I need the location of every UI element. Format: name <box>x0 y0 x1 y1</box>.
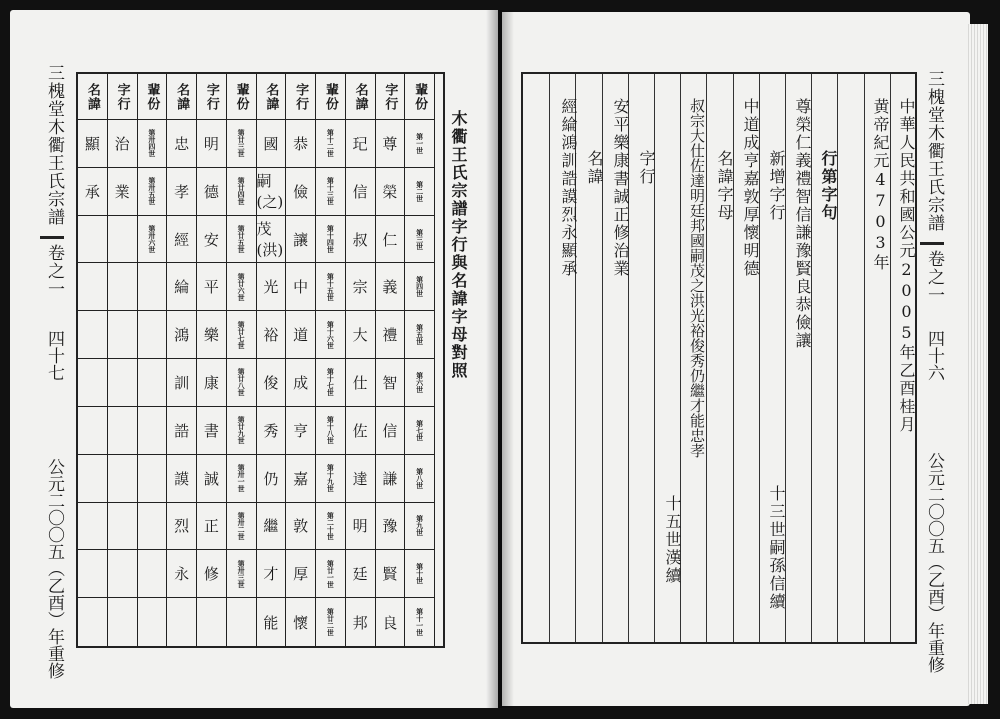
table-cell <box>257 598 287 646</box>
table-header-label: 字行 <box>293 82 309 111</box>
table-cell <box>316 550 346 598</box>
table-cell <box>316 216 346 264</box>
right-page-number: 四十六 <box>924 330 944 381</box>
table-header-label: 輩份 <box>322 82 338 111</box>
table-cell <box>138 168 168 216</box>
table-cell <box>346 263 376 311</box>
zihang-char: 康 <box>203 373 219 392</box>
table-cell <box>227 168 257 216</box>
table-cell <box>78 120 108 168</box>
left-title-rule <box>40 236 64 239</box>
minghui-char: 秀 <box>263 421 279 440</box>
minghui-char: 明 <box>352 517 368 536</box>
table-cell <box>138 503 168 551</box>
minghui-char: 孝 <box>174 182 190 201</box>
left-page-number: 四十七 <box>44 330 64 381</box>
zihang-char: 成 <box>293 373 309 392</box>
zihang-char: 懷 <box>293 613 309 632</box>
table-cell <box>78 263 108 311</box>
table-cell <box>197 120 227 168</box>
minghui-char: 綸 <box>174 278 190 297</box>
table-cell <box>227 455 257 503</box>
table-cell <box>227 120 257 168</box>
minghui-char: 國 <box>263 134 279 153</box>
table-cell <box>405 455 435 503</box>
table-header-cell <box>138 74 168 120</box>
generation-label: 第卅六世 <box>147 225 157 254</box>
zihang-char: 書 <box>203 421 219 440</box>
table-cell <box>78 503 108 551</box>
zihang-char: 謙 <box>382 469 398 488</box>
table-header-label: 字行 <box>203 82 219 111</box>
date-prc: 中華人民共和國公元2005年乙酉桂月 <box>897 98 916 434</box>
table-cell <box>78 407 108 455</box>
table-cell <box>257 455 287 503</box>
label-minghui: 名諱 <box>585 150 604 186</box>
minghui-char: 能 <box>263 613 279 632</box>
table-cell <box>108 503 138 551</box>
zihang-char: 儉 <box>293 182 309 201</box>
minghui-char: 誥 <box>174 421 190 440</box>
table-cell <box>405 168 435 216</box>
minghui-char: 訓 <box>174 373 190 392</box>
table-cell <box>316 359 346 407</box>
table-cell <box>376 503 406 551</box>
table-cell <box>167 216 197 264</box>
zihang-char: 治 <box>114 134 130 153</box>
table-cell <box>316 407 346 455</box>
zihang-char: 豫 <box>382 517 398 536</box>
table-cell <box>167 407 197 455</box>
table-cell <box>138 407 168 455</box>
table-header-label: 輩份 <box>412 82 428 111</box>
minghui-char: 仍 <box>263 469 279 488</box>
generation-label: 第一世 <box>415 132 425 154</box>
table-cell <box>138 359 168 407</box>
table-cell <box>286 598 316 646</box>
right-title-rule <box>920 242 944 245</box>
table-cell <box>286 120 316 168</box>
date-huangdi: 黄帝紀元4703年 <box>871 98 890 272</box>
generation-label: 第卅四世 <box>147 129 157 158</box>
label-minghui-zimu: 名諱字母 <box>715 150 734 222</box>
zihang-char: 賢 <box>382 565 398 584</box>
spine-shadow-left <box>486 10 500 708</box>
generation-label: 第卅二世 <box>237 511 247 540</box>
generation-label: 第廿四世 <box>237 177 247 206</box>
table-cell <box>376 598 406 646</box>
minghui-char: 謨 <box>174 469 190 488</box>
generation-label: 第七世 <box>415 419 425 441</box>
generation-label: 第廿七世 <box>237 320 247 349</box>
table-header-cell <box>286 74 316 120</box>
minghui-char: 叔 <box>352 230 368 249</box>
table-cell <box>286 216 316 264</box>
generation-label: 第十一世 <box>415 608 425 637</box>
table-cell <box>138 550 168 598</box>
label-zihang: 字行 <box>637 150 656 186</box>
generation-label: 第十六世 <box>326 320 336 349</box>
table-cell <box>108 455 138 503</box>
table-cell <box>138 263 168 311</box>
table-cell <box>405 359 435 407</box>
table-cell <box>227 263 257 311</box>
left-edition: 公元二〇〇五（乙酉）年重修 <box>44 458 64 679</box>
table-cell <box>346 503 376 551</box>
minghui-char: 俊 <box>263 373 279 392</box>
table-cell <box>78 216 108 264</box>
table-cell <box>197 550 227 598</box>
table-cell <box>108 407 138 455</box>
table-cell <box>197 598 227 646</box>
minghui-char: 茂(洪) <box>256 220 284 260</box>
table-header-cell <box>78 74 108 120</box>
minghui-char: 大 <box>352 326 368 345</box>
generation-label: 第卅一世 <box>237 464 247 493</box>
table-header-cell <box>227 74 257 120</box>
table-header-cell <box>376 74 406 120</box>
zihang-char: 道 <box>293 326 309 345</box>
table-cell <box>316 598 346 646</box>
generation-label: 第三世 <box>415 228 425 250</box>
generation-label: 第八世 <box>415 467 425 489</box>
table-cell <box>108 168 138 216</box>
table-cell <box>346 168 376 216</box>
table-cell <box>227 407 257 455</box>
generation-label: 第二世 <box>415 180 425 202</box>
zihang-char: 禮 <box>382 326 398 345</box>
table-cell <box>316 120 346 168</box>
table-cell <box>376 455 406 503</box>
table-cell <box>346 120 376 168</box>
table-cell <box>227 550 257 598</box>
zihang-char: 義 <box>382 278 398 297</box>
table-cell <box>286 359 316 407</box>
generation-label: 第廿六世 <box>237 272 247 301</box>
generation-label: 第廿八世 <box>237 368 247 397</box>
table-header-label: 名諱 <box>263 82 279 111</box>
table-cell <box>405 550 435 598</box>
zihang-main: 尊榮仁義禮智信謙豫賢良恭儉讓 <box>793 98 812 350</box>
table-title: 木衢王氏宗譜字行與名諱字母對照 <box>449 110 468 380</box>
zihang-new: 中道成亨嘉敦厚懷明德 <box>741 98 760 278</box>
zihang-char: 信 <box>382 421 398 440</box>
zihang-char: 誠 <box>203 469 219 488</box>
table-cell <box>197 359 227 407</box>
table-cell <box>257 407 287 455</box>
generation-label: 第卅五世 <box>147 177 157 206</box>
table-cell <box>227 598 257 646</box>
signature-15th: 十五世漢續 <box>663 495 682 585</box>
table-cell <box>167 263 197 311</box>
table-cell <box>138 598 168 646</box>
generation-label: 第十五世 <box>326 272 336 301</box>
minghui-char: 宗 <box>352 278 368 297</box>
table-cell <box>286 168 316 216</box>
table-cell <box>138 216 168 264</box>
table-cell <box>376 168 406 216</box>
label-zihang-ju: 行第字句 <box>819 150 838 222</box>
table-cell <box>376 359 406 407</box>
generation-label: 第卅三世 <box>237 559 247 588</box>
table-header-label: 名諱 <box>174 82 190 111</box>
minghui-char: 廷 <box>352 565 368 584</box>
table-cell <box>227 503 257 551</box>
table-cell <box>346 311 376 359</box>
table-cell <box>257 168 287 216</box>
table-cell <box>108 598 138 646</box>
table-cell <box>78 455 108 503</box>
zihang-char: 亨 <box>293 421 309 440</box>
minghui-char: 才 <box>263 565 279 584</box>
minghui-char: 承 <box>84 182 100 201</box>
table-cell <box>227 311 257 359</box>
table-header-cell <box>346 74 376 120</box>
right-edition: 公元二〇〇五（乙酉）年重修 <box>924 452 944 673</box>
table-cell <box>167 503 197 551</box>
zihang-char: 業 <box>114 182 130 201</box>
spine-shadow-right <box>500 10 514 708</box>
right-volume: 卷之一 <box>924 250 944 304</box>
minghui-char: 玘 <box>352 134 368 153</box>
minghui-char: 繼 <box>263 517 279 536</box>
table-cell <box>376 216 406 264</box>
generation-label: 第十九世 <box>326 464 336 493</box>
table-cell <box>78 598 108 646</box>
table-cell <box>346 550 376 598</box>
table-cell <box>197 407 227 455</box>
table-cell <box>167 168 197 216</box>
minghui-char: 經 <box>174 230 190 249</box>
generation-label: 第十世 <box>415 563 425 585</box>
table-cell <box>108 120 138 168</box>
minghui-char: 忠 <box>174 134 190 153</box>
zihang-char: 讓 <box>293 230 309 249</box>
table-cell <box>138 311 168 359</box>
table-cell <box>257 120 287 168</box>
table-cell <box>197 216 227 264</box>
table-cell <box>108 550 138 598</box>
table-header-label: 輩份 <box>144 82 160 111</box>
table-cell <box>257 216 287 264</box>
table-cell <box>376 120 406 168</box>
table-cell <box>405 598 435 646</box>
table-cell <box>346 598 376 646</box>
minghui-main: 叔宗大仕佐達明廷邦國嗣茂之洪光裕俊秀仍繼才能忠孝 <box>688 98 706 458</box>
table-cell <box>78 168 108 216</box>
ruled-line <box>864 74 865 642</box>
zihang-char: 榮 <box>382 182 398 201</box>
table-cell <box>286 455 316 503</box>
generation-label: 第十二世 <box>326 129 336 158</box>
table-cell <box>346 407 376 455</box>
table-cell <box>286 503 316 551</box>
generation-label: 第五世 <box>415 324 425 346</box>
table-cell <box>376 311 406 359</box>
signature-13th: 十三世嗣孫信續 <box>767 485 786 611</box>
generation-label: 第廿三世 <box>237 129 247 158</box>
minghui-char: 邦 <box>352 613 368 632</box>
table-cell <box>316 168 346 216</box>
table-cell <box>346 455 376 503</box>
zihang-char: 尊 <box>382 134 398 153</box>
table-cell <box>257 503 287 551</box>
table-header-label: 字行 <box>114 82 130 111</box>
table-cell <box>227 216 257 264</box>
table-cell <box>376 550 406 598</box>
minghui-char: 鴻 <box>174 326 190 345</box>
table-cell <box>78 359 108 407</box>
generation-label: 第四世 <box>415 276 425 298</box>
table-cell <box>197 455 227 503</box>
minghui-char: 嗣(之) <box>256 172 284 212</box>
generation-label: 第九世 <box>415 515 425 537</box>
table-cell <box>78 550 108 598</box>
table-cell <box>316 455 346 503</box>
generation-table <box>76 72 445 648</box>
ruled-line <box>549 74 550 642</box>
zihang-char: 仁 <box>382 230 398 249</box>
table-cell <box>197 168 227 216</box>
table-header-cell <box>197 74 227 120</box>
generation-label: 第廿九世 <box>237 416 247 445</box>
generation-grid <box>78 74 435 646</box>
table-cell <box>316 503 346 551</box>
zihang-char: 良 <box>382 613 398 632</box>
zihang-char: 厚 <box>293 565 309 584</box>
minghui-char: 顯 <box>84 134 100 153</box>
table-cell <box>167 120 197 168</box>
table-header-cell <box>316 74 346 120</box>
table-cell <box>286 263 316 311</box>
generation-label: 第二十世 <box>326 511 336 540</box>
zihang-char: 敦 <box>293 517 309 536</box>
minghui-char: 裕 <box>263 326 279 345</box>
table-cell <box>167 311 197 359</box>
table-header-label: 字行 <box>382 82 398 111</box>
table-cell <box>316 311 346 359</box>
left-running-title: 三槐堂木衢王氏宗譜 <box>44 64 64 226</box>
zihang-char: 正 <box>203 517 219 536</box>
table-header-label: 輩份 <box>233 82 249 111</box>
table-cell <box>376 407 406 455</box>
zihang-char: 恭 <box>293 134 309 153</box>
minghui-char: 烈 <box>174 517 190 536</box>
generation-label: 第廿一世 <box>326 559 336 588</box>
zihang-char: 安 <box>203 230 219 249</box>
table-cell <box>108 359 138 407</box>
table-cell <box>405 407 435 455</box>
generation-label: 第廿五世 <box>237 225 247 254</box>
table-cell <box>138 120 168 168</box>
table-header-label: 名諱 <box>84 82 100 111</box>
zihang-char: 德 <box>203 182 219 201</box>
table-cell <box>376 263 406 311</box>
minghui-char: 達 <box>352 469 368 488</box>
zihang-more: 安平樂康書誠正修治業 <box>611 98 630 278</box>
table-cell <box>108 311 138 359</box>
zihang-char: 樂 <box>203 326 219 345</box>
zihang-char: 智 <box>382 373 398 392</box>
table-cell <box>138 455 168 503</box>
table-cell <box>257 311 287 359</box>
minghui-char: 光 <box>263 278 279 297</box>
generation-label: 第十七世 <box>326 368 336 397</box>
generation-label: 第十四世 <box>326 225 336 254</box>
zihang-char: 中 <box>293 278 309 297</box>
table-cell <box>78 311 108 359</box>
table-header-cell <box>108 74 138 120</box>
generation-label: 第十三世 <box>326 177 336 206</box>
table-cell <box>405 263 435 311</box>
table-cell <box>257 550 287 598</box>
table-cell <box>405 503 435 551</box>
label-new: 新增字行 <box>767 150 786 222</box>
table-header-cell <box>257 74 287 120</box>
minghui-char: 仕 <box>352 373 368 392</box>
table-cell <box>405 120 435 168</box>
generation-label: 第十八世 <box>326 416 336 445</box>
table-header-cell <box>405 74 435 120</box>
table-cell <box>286 550 316 598</box>
table-header-label: 名諱 <box>352 82 368 111</box>
minghui-char: 佐 <box>352 421 368 440</box>
table-cell <box>167 550 197 598</box>
table-cell <box>108 216 138 264</box>
table-cell <box>167 359 197 407</box>
generation-label: 第廿二世 <box>326 608 336 637</box>
zihang-char: 平 <box>203 278 219 297</box>
zihang-char: 嘉 <box>293 469 309 488</box>
zihang-char: 明 <box>203 134 219 153</box>
table-cell <box>286 311 316 359</box>
table-cell <box>405 311 435 359</box>
table-cell <box>405 216 435 264</box>
table-cell <box>197 311 227 359</box>
table-cell <box>346 216 376 264</box>
table-header-cell <box>167 74 197 120</box>
table-cell <box>316 263 346 311</box>
table-cell <box>197 503 227 551</box>
minghui-char: 永 <box>174 565 190 584</box>
left-volume: 卷之一 <box>44 244 64 298</box>
table-cell <box>197 263 227 311</box>
table-cell <box>108 263 138 311</box>
table-cell <box>167 598 197 646</box>
table-cell <box>167 455 197 503</box>
zihang-char: 修 <box>203 565 219 584</box>
table-cell <box>227 359 257 407</box>
page-edges <box>968 24 988 704</box>
right-running-title: 三槐堂木衢王氏宗譜 <box>924 70 944 232</box>
minghui-char: 信 <box>352 182 368 201</box>
table-cell <box>346 359 376 407</box>
minghui-more: 經綸鴻訓誥謨烈永顯承 <box>559 98 578 278</box>
table-cell <box>257 359 287 407</box>
table-cell <box>286 407 316 455</box>
table-cell <box>257 263 287 311</box>
generation-label: 第六世 <box>415 371 425 393</box>
